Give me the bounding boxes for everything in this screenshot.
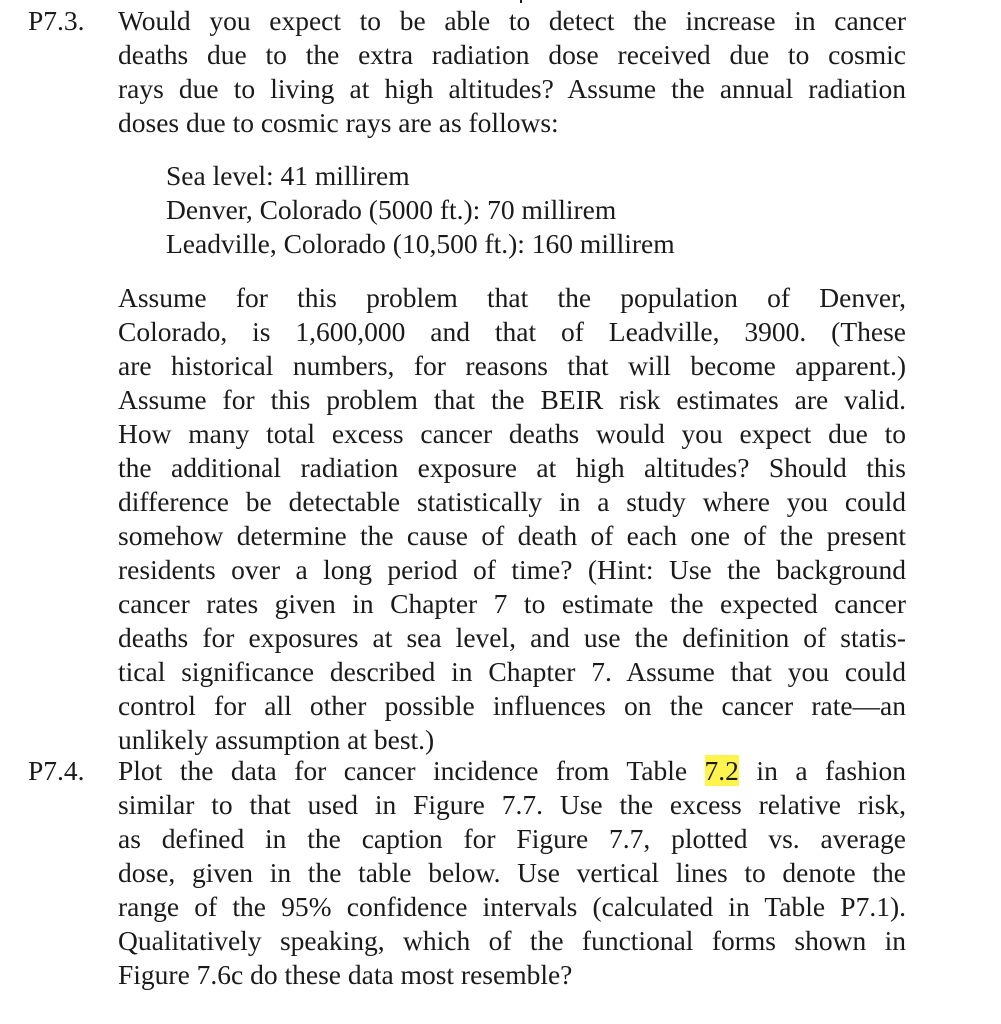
dose-list [166,159,866,261]
dose-item: Denver, Colorado (5000 ft.): 70 millirem [166,194,617,225]
text-line: deaths for exposures at sea level, and use the definition of statis- [118,622,906,653]
text-line: deaths due to the extra radiation dose received due to cosmic [118,39,906,70]
cropped-text-fragment [520,0,522,3]
text-line: Assume for this problem that the population of Denver, [118,282,906,313]
problem-body [118,754,906,992]
text-line: Colorado, is 1,600,000 and that of Leadville, 3900. (These [118,316,906,347]
problem-number: P7.4. [28,755,85,786]
text-run: Plot the data for cancer incidence from Table [118,755,705,786]
text-line: cancer rates given in Chapter 7 to estimate the expected cancer [118,588,906,619]
text-line: tical significance described in Chapter 7. Assume that you could [118,656,906,687]
text-line: Qualitatively speaking, which of the functional forms shown in [118,925,906,956]
problem-body [118,281,906,757]
text-line: Assume for this problem that the BEIR risk estimates are valid. [118,384,906,415]
text-line: How many total excess cancer deaths would you expect due to [118,418,906,449]
problem-number: P7.3. [28,5,85,36]
text-line-with-highlight [118,754,906,788]
text-line: similar to that used in Figure 7.7. Use the excess relative risk, [118,789,906,820]
text-line: Figure 7.6c do these data most resemble? [118,959,573,990]
text-line: are historical numbers, for reasons that will become apparent.) [118,350,906,381]
dose-item: Sea level: 41 millirem [166,160,410,191]
text-line: control for all other possible influences on the cancer rate—an [118,690,906,721]
highlighted-table-reference[interactable]: 7.2 [704,755,739,786]
text-line: Would you expect to be able to detect the increase in cancer [118,5,906,36]
text-line: as defined in the caption for Figure 7.7, plotted vs. average [118,823,906,854]
text-line: residents over a long period of time? (Hint: Use the background [118,554,906,585]
text-line: somehow determine the cause of death of each one of the present [118,520,906,551]
text-line: the additional radiation exposure at high altitudes? Should this [118,452,906,483]
problem-intro [118,4,906,140]
text-line: range of the 95% confidence intervals (calculated in Table P7.1). [118,891,906,922]
text-line: doses due to cosmic rays are as follows: [118,107,559,138]
text-line: rays due to living at high altitudes? Assume the annual radiation [118,73,906,104]
text-line: difference be detectable statistically in a study where you could [118,486,906,517]
dose-item: Leadville, Colorado (10,500 ft.): 160 millirem [166,228,675,259]
text-line: dose, given in the table below. Use vertical lines to denote the [118,857,906,888]
text-line: unlikely assumption at best.) [118,724,435,755]
text-run: in a fashion [738,755,906,786]
